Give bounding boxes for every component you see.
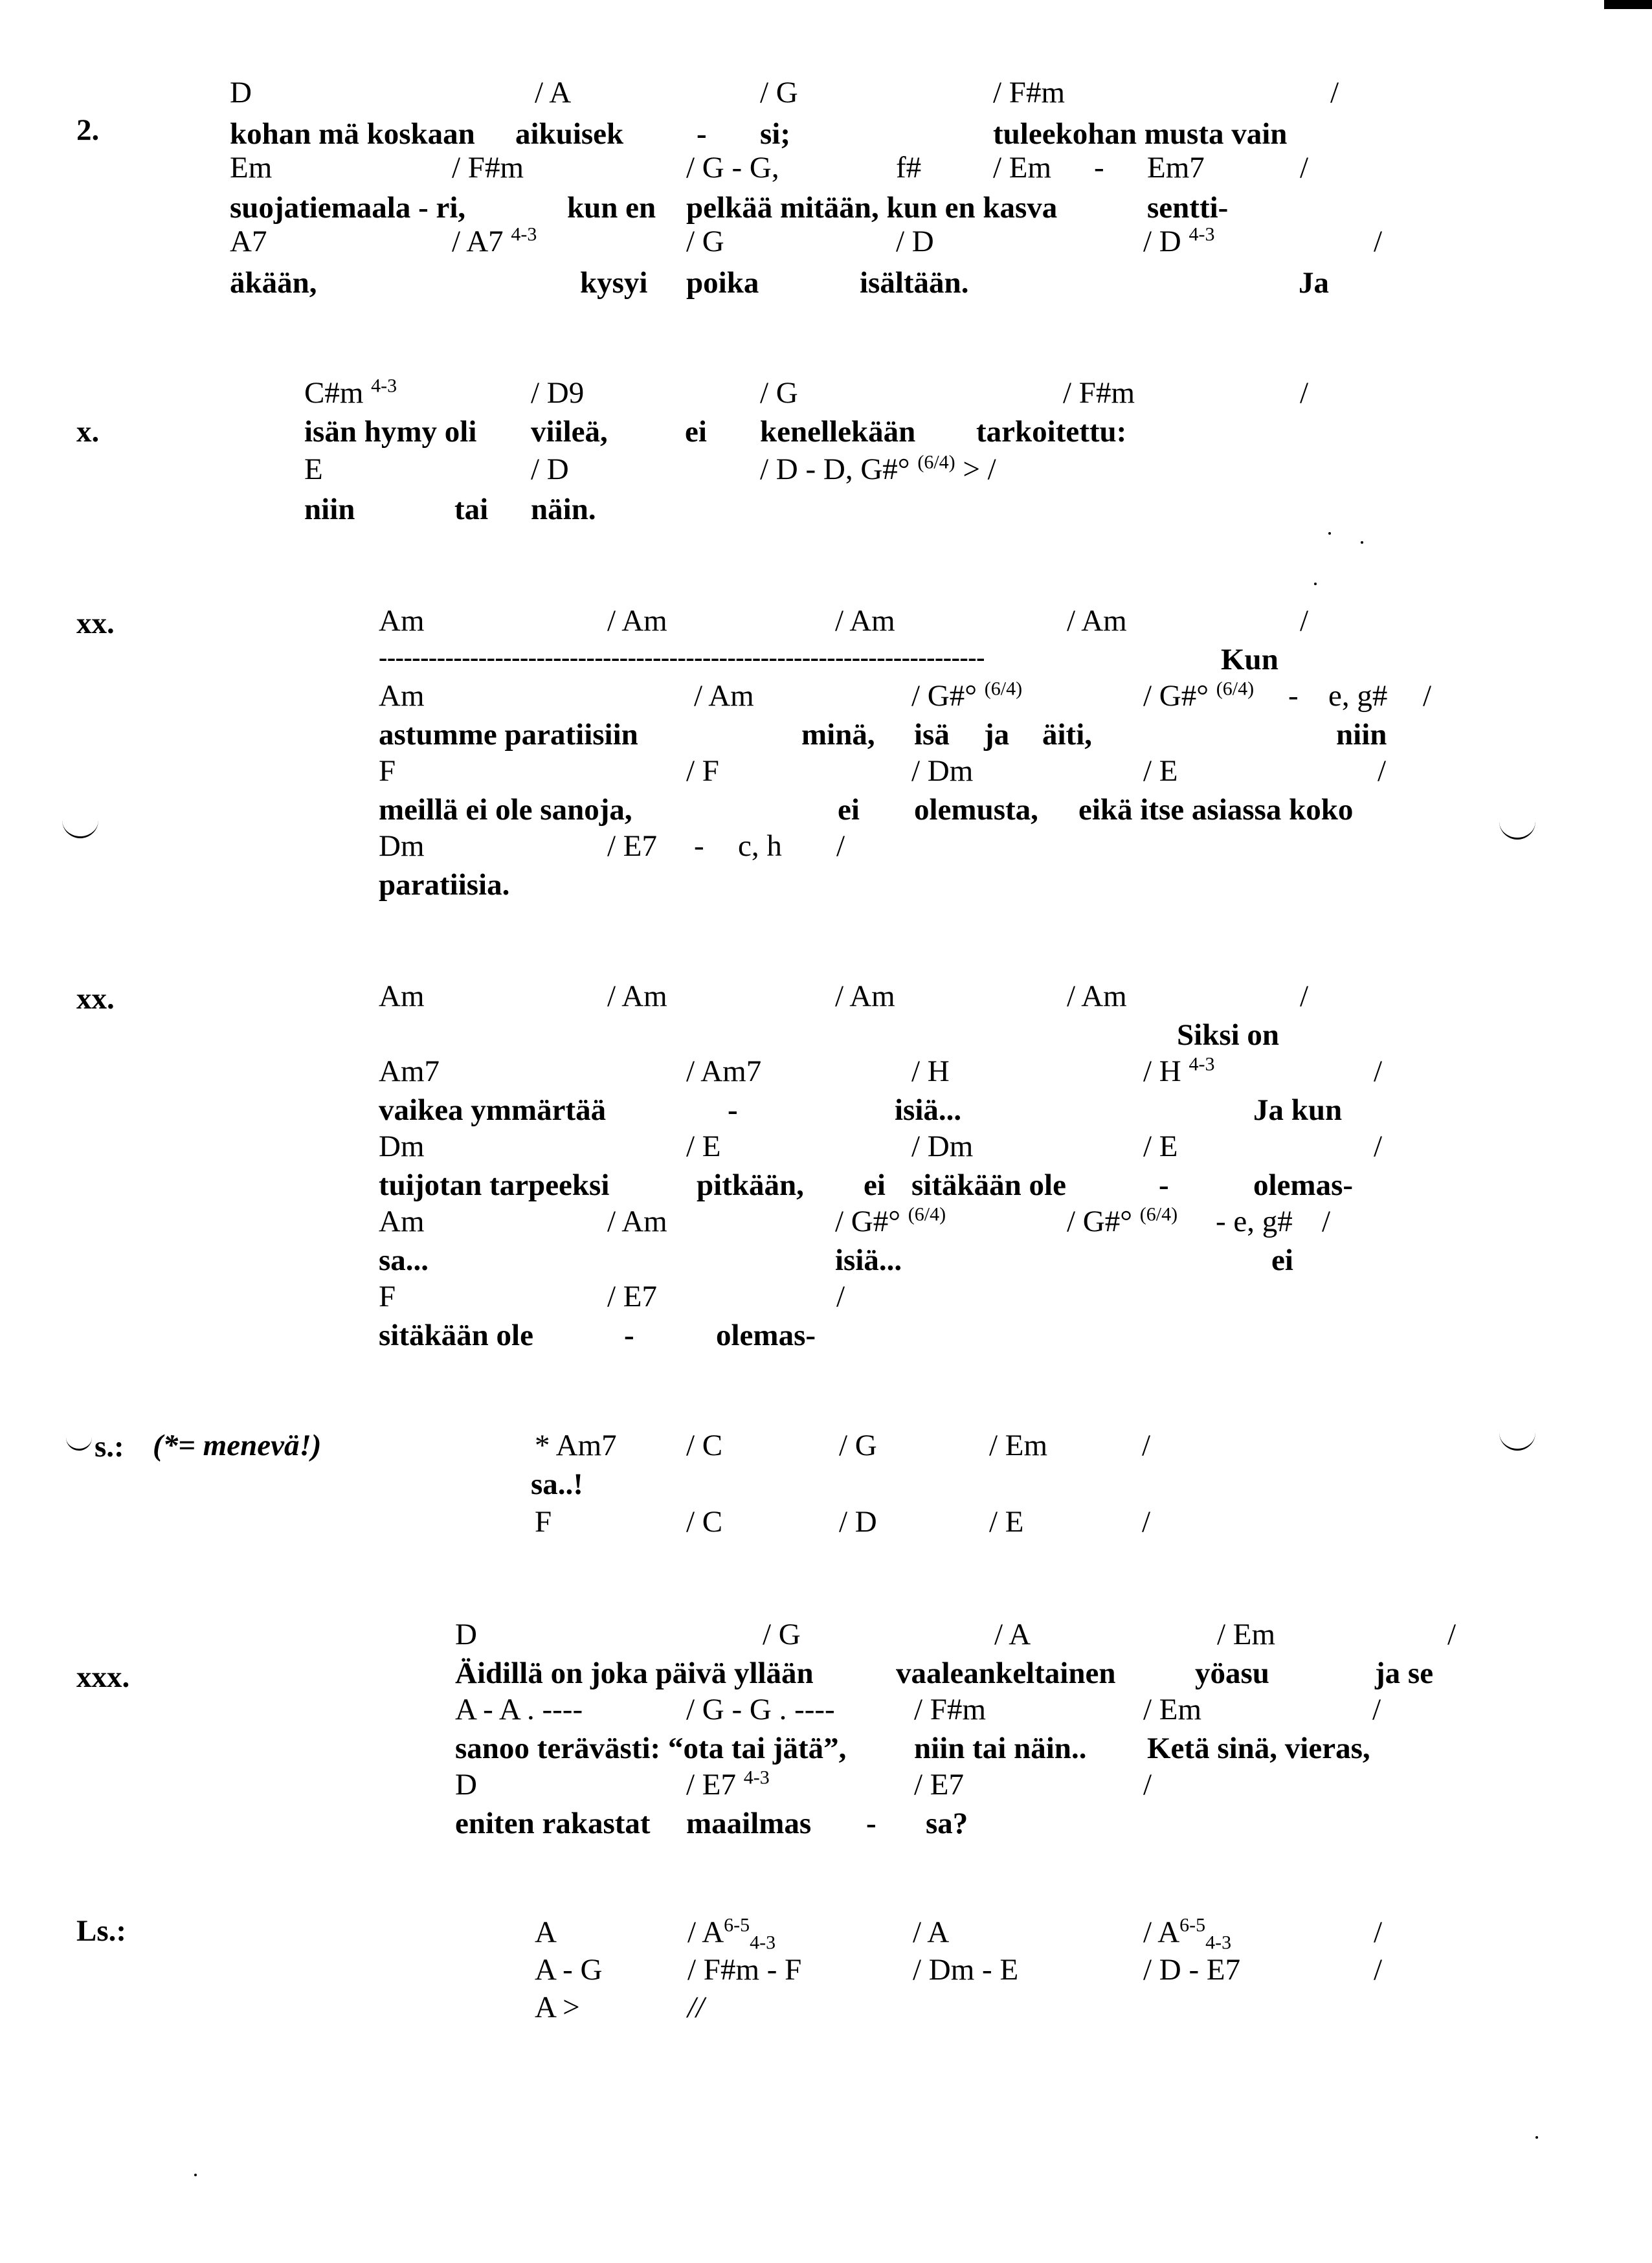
- bar-line: /: [1300, 151, 1309, 184]
- lyric: -: [624, 1319, 634, 1352]
- chord-root: / A: [687, 1915, 724, 1949]
- chord: [304, 375, 397, 410]
- chord: / Dm: [911, 754, 974, 788]
- bar-line: /: [1300, 979, 1309, 1013]
- bar-line: /: [1322, 1205, 1331, 1238]
- lyric: kenellekään: [760, 415, 916, 449]
- lyric: Ketä sinä, vieras,: [1147, 1732, 1370, 1765]
- bar-line: /: [1447, 1618, 1457, 1651]
- chord-root: / G#°: [1143, 679, 1209, 713]
- chord: / Am: [607, 604, 667, 638]
- lyric: poika: [686, 266, 759, 300]
- lyric: isältään.: [860, 266, 969, 300]
- bar-line: /: [1142, 1429, 1151, 1462]
- lyric: ja: [984, 718, 1010, 752]
- chord: / H: [911, 1054, 950, 1088]
- lyric: näin.: [531, 493, 596, 526]
- chord-extension: (6/4): [908, 1203, 946, 1225]
- lyric: -: [697, 117, 707, 151]
- chord: / Em: [1217, 1618, 1276, 1651]
- chord-root: / E7: [686, 1768, 737, 1801]
- chord-root: / A: [1143, 1915, 1180, 1949]
- chord: / E7: [607, 829, 658, 863]
- chord-extension: 6-5: [724, 1914, 750, 1936]
- chord-extension: 4-3: [1189, 223, 1215, 245]
- bar-line: /: [1374, 225, 1383, 258]
- chord: [1143, 1053, 1215, 1088]
- chord: F: [535, 1505, 552, 1539]
- lyric: kun en: [567, 191, 656, 225]
- chord: Am7: [379, 1054, 440, 1088]
- lyric: sa?: [926, 1807, 968, 1840]
- lyric: suojatiemaala - ri,: [230, 191, 466, 225]
- chord-extension: (6/4): [917, 451, 955, 473]
- scan-speck: [1535, 2136, 1538, 2139]
- chord: / G: [686, 225, 724, 258]
- chord: [687, 1914, 776, 1954]
- lyric: paratiisia.: [379, 868, 510, 902]
- chord: / F#m: [914, 1693, 987, 1726]
- lyric: ei: [838, 793, 860, 827]
- lyric: -: [1159, 1168, 1169, 1202]
- chord: D: [230, 76, 252, 109]
- section-marker: x.: [76, 415, 100, 449]
- lyric: äiti,: [1042, 718, 1093, 752]
- chord: f#: [896, 151, 922, 184]
- bar-line: > /: [963, 452, 996, 486]
- chord-extension: 4-3: [743, 1767, 770, 1789]
- scan-speck: [194, 2174, 197, 2176]
- lyric: pitkään,: [697, 1168, 804, 1202]
- chord: / D9: [531, 376, 585, 410]
- lyric: tuleekohan musta vain: [993, 117, 1288, 151]
- chord: / Em: [989, 1429, 1048, 1462]
- chord: / G: [763, 1618, 801, 1651]
- chord: * Am7: [535, 1429, 617, 1462]
- chord: - e, g#: [1216, 1205, 1293, 1238]
- dash: -: [694, 829, 704, 863]
- chord-extension: 4-3: [511, 223, 537, 245]
- chord: / Em: [993, 151, 1052, 184]
- chord: / A: [913, 1915, 950, 1949]
- chord-root: / D - D, G#°: [760, 452, 910, 486]
- chord: / F#m - F: [687, 1953, 802, 1987]
- lyric: Äidillä on joka päivä yllään: [455, 1656, 814, 1690]
- lyric: viileä,: [531, 415, 608, 449]
- lyric: tai: [454, 493, 489, 526]
- bar-line: /: [1423, 679, 1432, 713]
- chord: Dm: [379, 829, 425, 863]
- scan-speck: [1361, 541, 1363, 544]
- chord: / Am: [607, 1205, 667, 1238]
- bar-line: /: [836, 1280, 845, 1313]
- lyric: kohan mä koskaan: [230, 117, 475, 151]
- chord: F: [379, 754, 396, 788]
- chord-root: / A7: [452, 225, 504, 258]
- scan-artifact-arc: [1499, 819, 1535, 840]
- chord: Am: [379, 1205, 425, 1238]
- chord: / E: [1143, 1130, 1178, 1163]
- chord: / D - E7: [1143, 1953, 1241, 1987]
- bar-line: /: [1372, 1693, 1381, 1726]
- section-marker: xx.: [76, 982, 115, 1016]
- lyric: sitäkään ole: [379, 1319, 533, 1352]
- lyric: pelkää mitään, kun en kasva: [686, 191, 1058, 225]
- chord: / G: [760, 376, 798, 410]
- chord: E: [304, 452, 323, 486]
- lyric: yöasu: [1195, 1656, 1269, 1690]
- bar-line: /: [1143, 1768, 1152, 1801]
- scan-artifact-arc: [62, 817, 98, 838]
- chord: / A: [535, 76, 572, 109]
- lyric: sa...: [379, 1243, 429, 1277]
- bar-line: /: [1300, 604, 1309, 638]
- chord: / E: [1143, 754, 1178, 788]
- chord: [1143, 678, 1255, 713]
- chord: A - A . ----: [455, 1693, 583, 1726]
- bar-line: /: [1142, 1505, 1151, 1539]
- chord: / E7: [914, 1768, 965, 1801]
- scan-edge-mark: [1604, 0, 1652, 9]
- lyric: ei: [685, 415, 707, 449]
- chord: / Am: [694, 679, 754, 713]
- chord-extension: (6/4): [984, 678, 1023, 700]
- lyric: minä,: [801, 718, 875, 752]
- chord: D: [455, 1768, 477, 1801]
- chord: Em7: [1147, 151, 1205, 184]
- lyric: Ja kun: [1253, 1093, 1343, 1127]
- chord: / G: [839, 1429, 877, 1462]
- chord: [686, 1767, 770, 1801]
- bar-line: /: [1374, 1130, 1383, 1163]
- separator-line: -------------------------------------------------------------------------: [379, 643, 985, 672]
- scan-artifact-arc: [66, 1434, 92, 1451]
- lyric: olemas-: [716, 1319, 816, 1352]
- bar-line: /: [1378, 754, 1387, 788]
- lyric: tuijotan tarpeeksi: [379, 1168, 610, 1202]
- lyric: vaaleankeltainen: [896, 1656, 1116, 1690]
- chord: / A: [994, 1618, 1031, 1651]
- chord: A7: [230, 225, 267, 258]
- chord: [911, 678, 1023, 713]
- chord: Am: [379, 604, 425, 638]
- lyric: Kun: [1221, 643, 1278, 676]
- chord: / D: [896, 225, 934, 258]
- chord: F: [379, 1280, 396, 1313]
- lyric: sa..!: [531, 1467, 583, 1501]
- section-marker: Ls.:: [76, 1914, 127, 1948]
- chord: Am: [379, 679, 425, 713]
- chord: A - G: [535, 1953, 603, 1987]
- chord: c, h: [738, 829, 782, 863]
- chord-extension: 4-3: [1189, 1053, 1215, 1075]
- chord: / E: [989, 1505, 1024, 1539]
- lyric: Ja: [1299, 266, 1329, 300]
- chord: / Am7: [686, 1054, 762, 1088]
- chord: / F#m: [1063, 376, 1135, 410]
- chord: A >: [535, 1990, 580, 2024]
- chord: / Am: [1067, 979, 1127, 1013]
- section-marker: xxx.: [76, 1660, 130, 1694]
- section-marker: s.:: [95, 1430, 124, 1464]
- lyric: meillä ei ole sanoja,: [379, 793, 632, 827]
- bar-line: /: [1300, 376, 1309, 410]
- chord-root: / H: [1143, 1054, 1181, 1088]
- lyric: olemusta,: [914, 793, 1038, 827]
- lyric: niin: [1336, 718, 1387, 752]
- lyric: isiä...: [895, 1093, 962, 1127]
- chord: / Dm: [911, 1130, 974, 1163]
- section-marker: xx.: [76, 607, 115, 640]
- lyric: astumme paratiisiin: [379, 718, 638, 752]
- chord: Dm: [379, 1130, 425, 1163]
- chord: / G - G,: [686, 151, 779, 184]
- chord: / D: [839, 1505, 877, 1539]
- lyric: Siksi on: [1177, 1018, 1280, 1052]
- chord: / Am: [1067, 604, 1127, 638]
- lyric: vaikea ymmärtää: [379, 1093, 607, 1127]
- chord: / C: [686, 1505, 723, 1539]
- section-marker: 2.: [76, 113, 100, 147]
- chord: [1143, 223, 1215, 258]
- lyric: isä: [914, 718, 950, 752]
- chord: A: [535, 1915, 557, 1949]
- chord: e, g#: [1328, 679, 1388, 713]
- bar-line: /: [1374, 1054, 1383, 1088]
- lyric: sentti-: [1147, 191, 1229, 225]
- lyric: niin tai näin..: [914, 1732, 1087, 1765]
- bar-line: /: [836, 829, 845, 863]
- chord: / F: [686, 754, 719, 788]
- chord-extension: 4-3: [1205, 1932, 1232, 1954]
- lyric: ja se: [1375, 1656, 1434, 1690]
- chord: / E7: [607, 1280, 658, 1313]
- chord: / Am: [835, 979, 895, 1013]
- lyric: ei: [1271, 1243, 1293, 1277]
- chord-root: / G#°: [1067, 1205, 1133, 1238]
- chord-root: / G#°: [911, 679, 977, 713]
- chord: [835, 1203, 946, 1238]
- chord: / Am: [835, 604, 895, 638]
- chord: [1143, 1914, 1232, 1954]
- chord: / C: [686, 1429, 723, 1462]
- lyric: -: [866, 1807, 876, 1840]
- lyric: maailmas: [686, 1807, 812, 1840]
- scan-speck: [1314, 583, 1317, 585]
- lyric: ei: [864, 1168, 886, 1202]
- lyric: sanoo terävästi: “ota tai jätä”,: [455, 1732, 847, 1765]
- chord-extension: 6-5: [1179, 1914, 1206, 1936]
- chord-extension: 4-3: [750, 1932, 776, 1954]
- chord: / Am: [607, 979, 667, 1013]
- chord: [452, 223, 537, 258]
- dash: -: [1288, 679, 1299, 713]
- lyric: olemas-: [1253, 1168, 1354, 1202]
- lyric: kysyi: [580, 266, 648, 300]
- interlude-note: (*= menevä!): [153, 1429, 322, 1462]
- chord: / D: [531, 452, 569, 486]
- lyric: eniten rakastat: [455, 1807, 651, 1840]
- lyric: sitäkään ole: [911, 1168, 1066, 1202]
- chord-root: C#m: [304, 376, 364, 410]
- chord: / G: [760, 76, 798, 109]
- chord: / F#m: [993, 76, 1066, 109]
- lyric: niin: [304, 493, 355, 526]
- chord: / Em: [1143, 1693, 1202, 1726]
- lyric: isän hymy oli: [304, 415, 477, 449]
- chord: / Dm - E: [913, 1953, 1019, 1987]
- chord: [1067, 1203, 1178, 1238]
- chord: Em: [230, 151, 273, 184]
- lyric: si;: [760, 117, 790, 151]
- chord-extension: (6/4): [1139, 1203, 1178, 1225]
- scan-speck: [1328, 532, 1331, 535]
- chord: / G - G . ----: [686, 1693, 835, 1726]
- lyric: -: [728, 1093, 738, 1127]
- lyric: tarkoitettu:: [976, 415, 1127, 449]
- dash: -: [1094, 151, 1104, 184]
- scan-artifact-arc: [1499, 1431, 1535, 1451]
- chord: [760, 451, 996, 486]
- chord: Am: [379, 979, 425, 1013]
- lyric: aikuisek: [515, 117, 624, 151]
- bar-line: /: [1330, 76, 1339, 109]
- lyric: eikä itse asiassa koko: [1078, 793, 1354, 827]
- chord: / E: [686, 1130, 721, 1163]
- final-barline: //: [687, 1990, 705, 2024]
- lyric: äkään,: [230, 266, 317, 300]
- chord-extension: 4-3: [371, 375, 397, 397]
- chord-root: / D: [1143, 225, 1181, 258]
- bar-line: /: [1374, 1953, 1383, 1987]
- lyric: isiä...: [835, 1243, 902, 1277]
- chord: / F#m: [452, 151, 524, 184]
- chord: D: [455, 1618, 477, 1651]
- chord-extension: (6/4): [1216, 678, 1255, 700]
- chord-root: / G#°: [835, 1205, 901, 1238]
- bar-line: /: [1374, 1915, 1383, 1949]
